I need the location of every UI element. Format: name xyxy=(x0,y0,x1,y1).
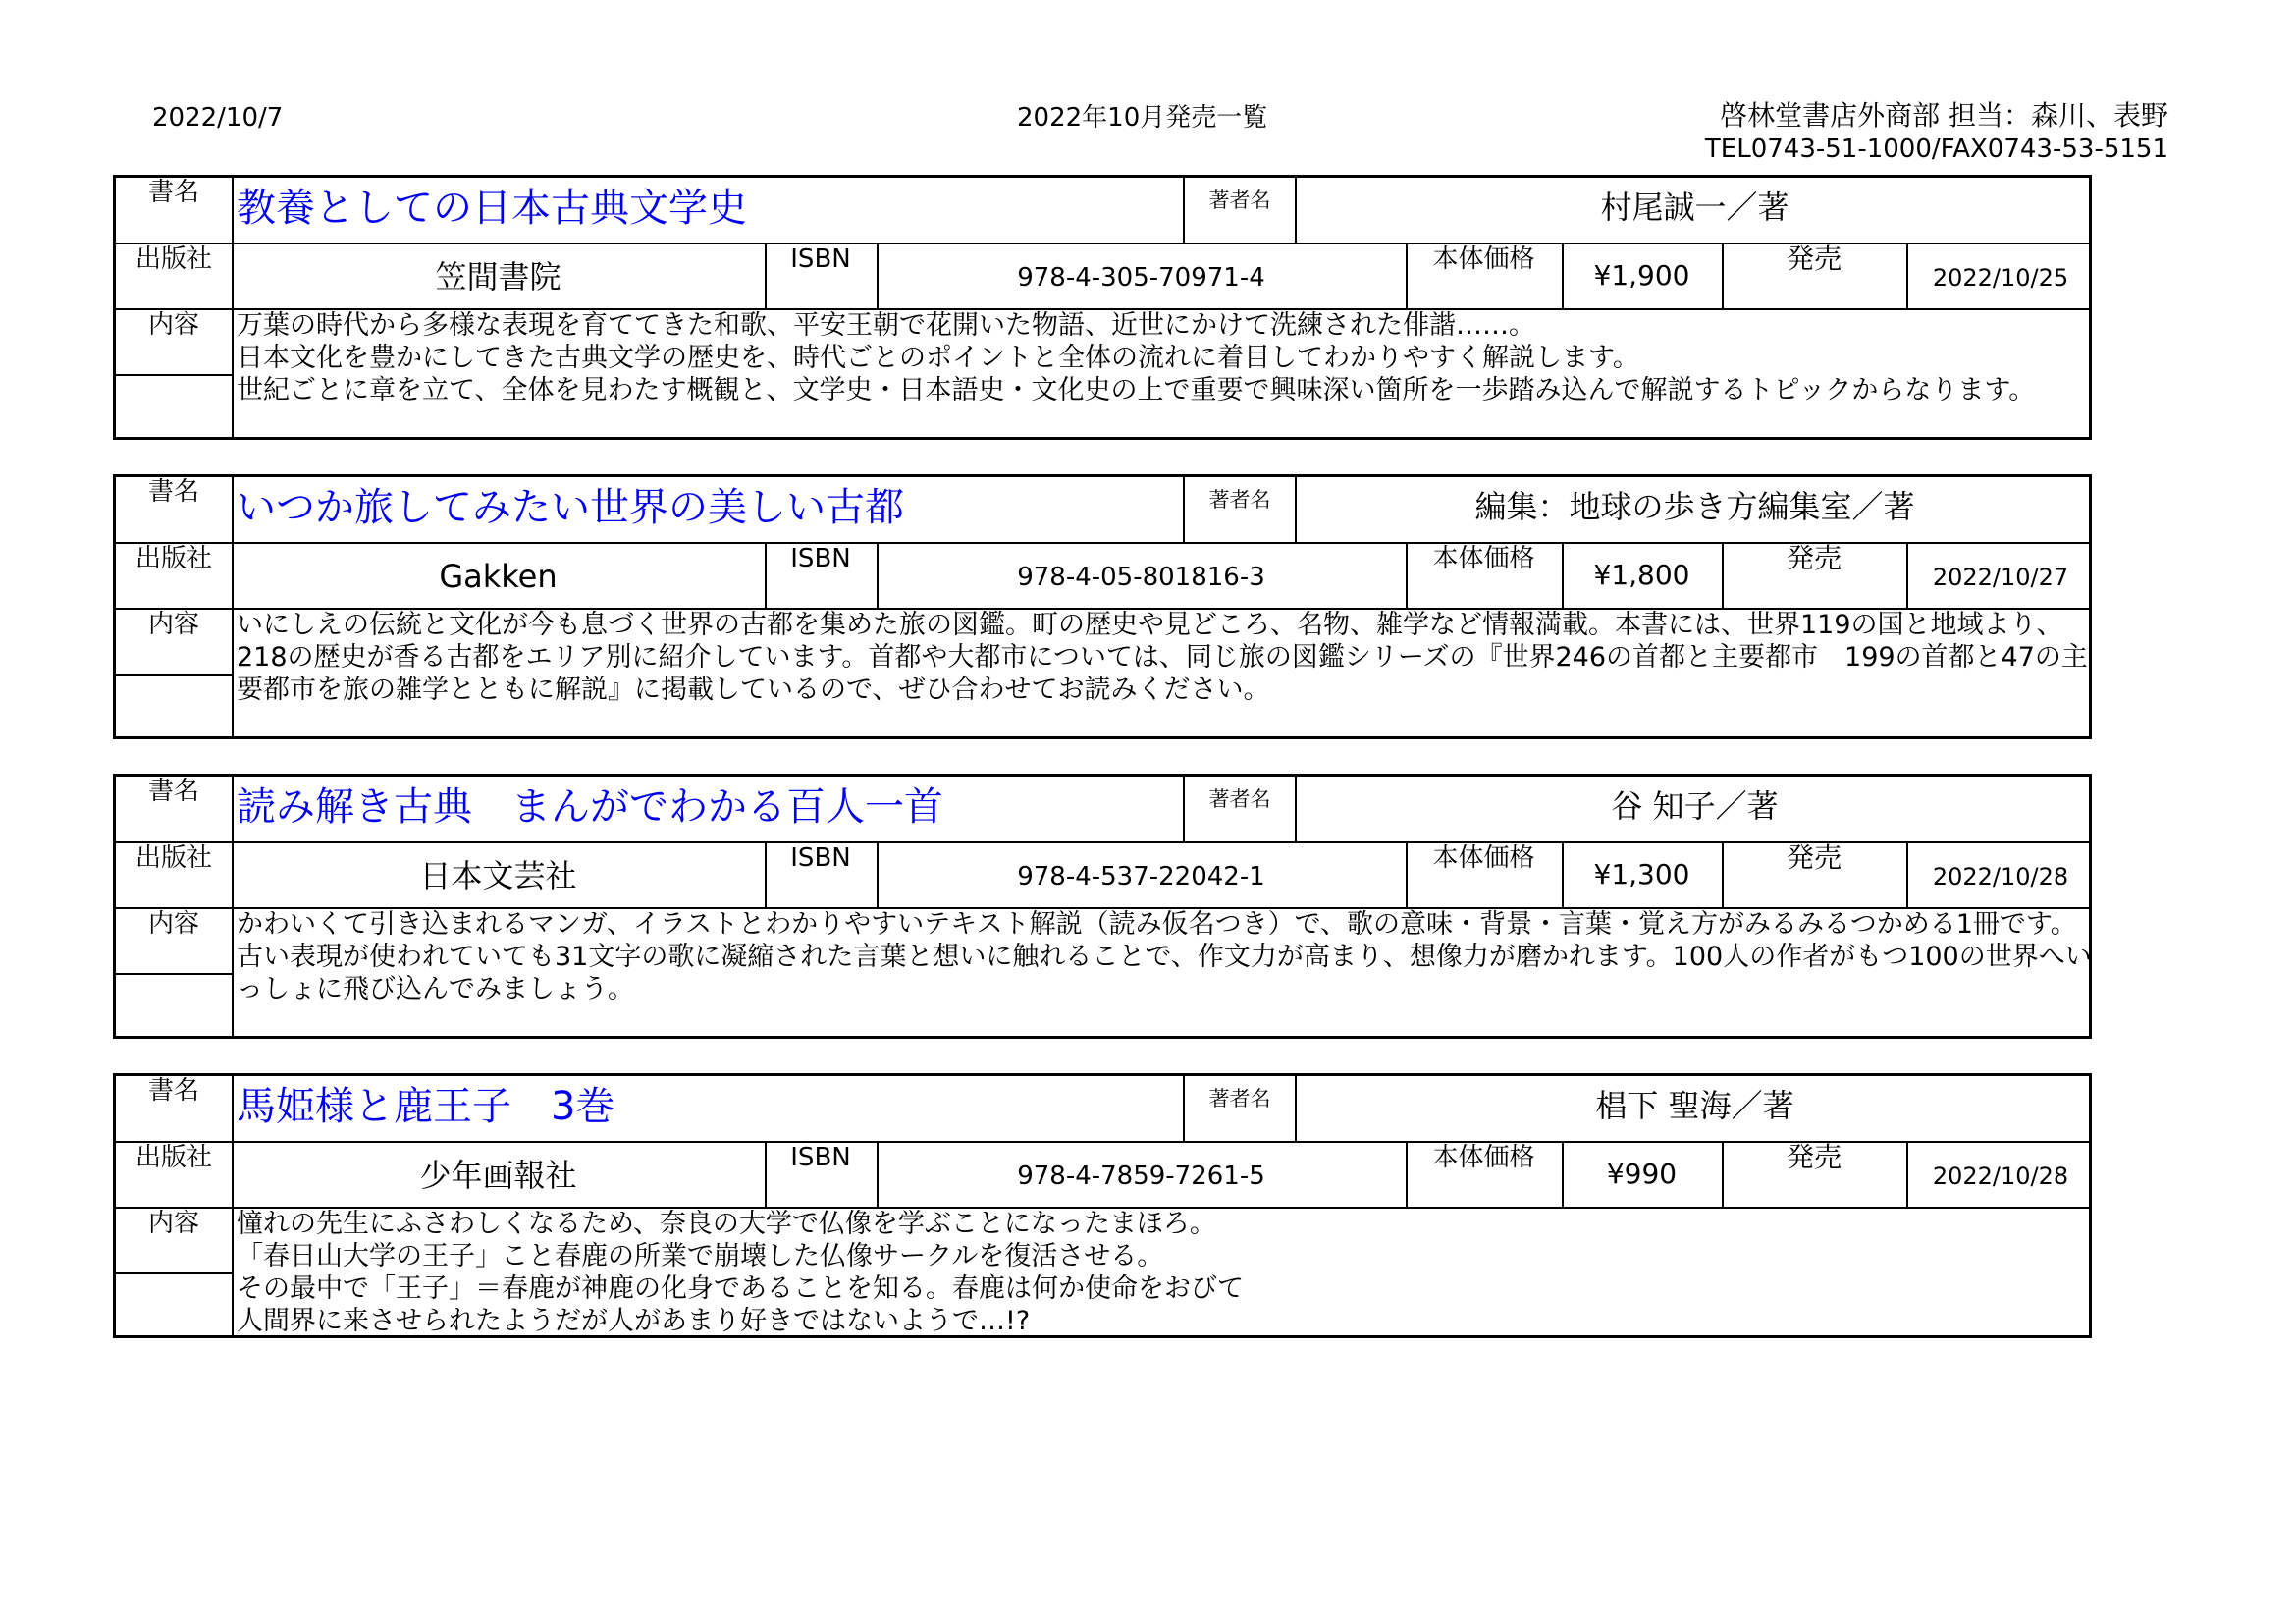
title-label: 書名 xyxy=(147,178,199,207)
book-title: 馬姫様と鹿王子 3巻 xyxy=(237,1084,615,1129)
book-release-date: 2022/10/28 xyxy=(1932,1163,2069,1190)
book-price: ¥1,900 xyxy=(1593,259,1690,292)
description-line: 万葉の時代から多様な表現を育ててきた和歌、平安王朝で花開いた物語、近世にかけて洗練された俳諧……。 xyxy=(237,310,1535,341)
book-author: 谷 知子／著 xyxy=(1611,787,1779,825)
col-divider xyxy=(232,477,234,736)
row-divider xyxy=(116,374,234,376)
list-date: 2022/10/7 xyxy=(152,103,284,133)
release-label: 発売 xyxy=(1786,243,1842,275)
publisher-label: 出版社 xyxy=(134,843,212,873)
author-label: 著者名 xyxy=(1208,1087,1271,1110)
book-entry xyxy=(113,474,2092,739)
book-description xyxy=(237,908,2092,1005)
isbn-label: ISBN xyxy=(790,244,851,274)
col-divider xyxy=(232,178,234,437)
description-line: 古い表現が使われていても31文字の歌に凝縮された言葉と想いに触れることで、作文力が高まり、想像力が磨かれます。100人の作者がもつ100の世界へいっしょに飛び込んでみましょう。 xyxy=(237,942,2092,1004)
book-entry xyxy=(113,175,2092,440)
book-title: いつか旅してみたい世界の美しい古都 xyxy=(237,485,904,530)
book-isbn: 978-4-7859-7261-5 xyxy=(1017,1162,1265,1191)
description-line: かわいくて引き込まれるマンガ、イラストとわかりやすいテキスト解説（読み仮名つき）で、歌の意味・背景・言葉・覚え方がみるみるつかめる1冊です。 xyxy=(237,909,2077,940)
content-label: 内容 xyxy=(147,310,199,340)
store-phone-fax: TEL0743-51-1000/FAX0743-53-5151 xyxy=(1704,135,2168,164)
book-isbn: 978-4-05-801816-3 xyxy=(1017,563,1265,592)
release-label: 発売 xyxy=(1786,841,1842,874)
title-label: 書名 xyxy=(147,477,199,507)
book-publisher: 日本文芸社 xyxy=(419,857,577,894)
row-divider xyxy=(116,1272,234,1274)
book-entry xyxy=(113,774,2092,1039)
description-line: 憧れの先生にふさわしくなるため、奈良の大学で仏像を学ぶことになったまほろ。 xyxy=(237,1209,1216,1239)
title-label: 書名 xyxy=(147,777,199,806)
book-author: 村尾誠一／著 xyxy=(1600,189,1789,226)
store-contact: 啓林堂書店外商部 担当：森川、表野 xyxy=(1720,99,2168,132)
description-line: いにしえの伝統と文化が今も息づく世界の古都を集めた旅の図鑑。町の歴史や見どころ、名物、雑学など情報満載。本書には、世界119の国と地域より、218の歴史が香る古都をエリア別に紹介しています。首都や大都市については、同じ旅の図鑑シリーズの『世界246の首都と主要都市 199の首都と47の主要都市を旅の雑学とともに解説』に掲載しているので、ぜひ合わせてお読みください。 xyxy=(237,610,2088,705)
isbn-label: ISBN xyxy=(790,1143,851,1172)
price-label: 本体価格 xyxy=(1432,843,1535,873)
book-author: 椙下 聖海／著 xyxy=(1595,1087,1794,1124)
book-title: 読み解き古典 まんがでわかる百人一首 xyxy=(237,784,943,830)
publisher-label: 出版社 xyxy=(134,244,212,274)
book-publisher: Gakken xyxy=(439,558,558,595)
price-label: 本体価格 xyxy=(1432,1143,1535,1172)
book-description xyxy=(237,609,2092,706)
row-divider xyxy=(116,973,234,975)
book-isbn: 978-4-305-70971-4 xyxy=(1017,263,1265,293)
isbn-label: ISBN xyxy=(790,544,851,573)
book-release-date: 2022/10/27 xyxy=(1932,564,2069,591)
book-title: 教養としての日本古典文学史 xyxy=(237,186,747,231)
author-label: 著者名 xyxy=(1208,488,1271,512)
content-label: 内容 xyxy=(147,610,199,639)
book-release-date: 2022/10/28 xyxy=(1932,863,2069,891)
page-title: 2022年10月発売一覧 xyxy=(1017,103,1268,133)
description-line: 「春日山大学の王子」こと春鹿の所業で崩壊した仏像サークルを復活させる。 xyxy=(237,1241,1164,1271)
row-divider xyxy=(116,674,234,676)
book-isbn: 978-4-537-22042-1 xyxy=(1017,862,1265,892)
col-divider xyxy=(232,1076,234,1335)
book-description xyxy=(237,1208,2092,1337)
book-description xyxy=(237,309,2092,406)
book-publisher: 少年画報社 xyxy=(419,1157,577,1194)
description-line: その最中で「王子」＝春鹿が神鹿の化身であることを知る。春鹿は何か使命をおびて xyxy=(237,1273,1244,1304)
release-label: 発売 xyxy=(1786,542,1842,574)
description-line: 人間界に来させられたようだが人があまり好きではないようで…!? xyxy=(237,1306,1031,1336)
price-label: 本体価格 xyxy=(1432,244,1535,274)
book-price: ¥990 xyxy=(1606,1158,1678,1190)
description-line: 世紀ごとに章を立て、全体を見わたす概観と、文学史・日本語史・文化史の上で重要で興味深い箇所を一歩踏み込んで解説するトピックからなります。 xyxy=(237,375,2036,406)
publisher-label: 出版社 xyxy=(134,544,212,573)
book-entry xyxy=(113,1073,2092,1338)
price-label: 本体価格 xyxy=(1432,544,1535,573)
content-label: 内容 xyxy=(147,909,199,939)
description-line: 日本文化を豊かにしてきた古典文学の歴史を、時代ごとのポイントと全体の流れに着目してわかりやすく解説します。 xyxy=(237,343,1639,373)
content-label: 内容 xyxy=(147,1209,199,1238)
publisher-label: 出版社 xyxy=(134,1143,212,1172)
book-publisher: 笠間書院 xyxy=(435,258,561,296)
book-price: ¥1,800 xyxy=(1593,559,1690,591)
title-label: 書名 xyxy=(147,1076,199,1106)
col-divider xyxy=(232,777,234,1036)
isbn-label: ISBN xyxy=(790,843,851,873)
book-release-date: 2022/10/25 xyxy=(1932,264,2069,292)
book-price: ¥1,300 xyxy=(1593,858,1690,891)
author-label: 著者名 xyxy=(1208,787,1271,811)
author-label: 著者名 xyxy=(1208,189,1271,212)
release-label: 発売 xyxy=(1786,1141,1842,1173)
book-author: 編集：地球の歩き方編集室／著 xyxy=(1474,488,1915,525)
